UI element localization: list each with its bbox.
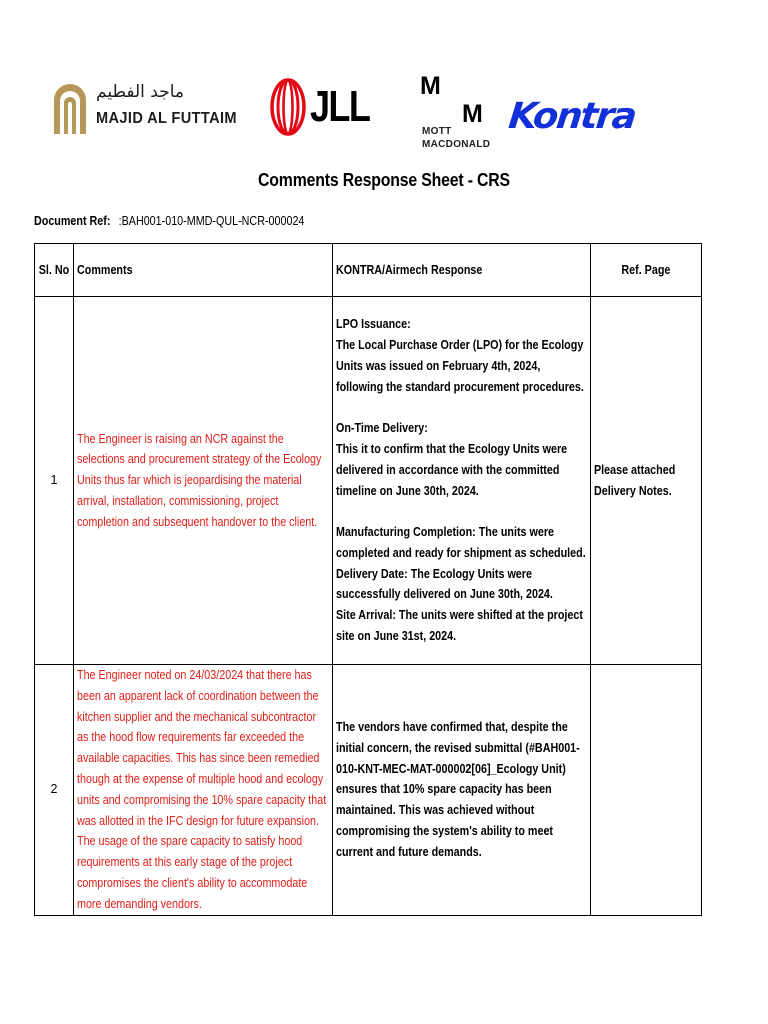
site-arrival: Site Arrival: The units were shifted at the project site on June 31st, 2024. — [336, 608, 583, 644]
mott-line: MOTT — [422, 126, 452, 137]
kontra-wordmark: Kontra — [506, 96, 637, 137]
row-ref-page — [591, 665, 702, 916]
kontra-logo — [506, 94, 637, 140]
manufacturing-completion: Manufacturing Completion: The units were completed and ready for shipment as scheduled. — [336, 525, 586, 560]
mott-m-bottom: M — [462, 100, 483, 128]
row-response — [333, 297, 591, 665]
document-ref — [34, 214, 304, 228]
mott-m-top: M — [420, 72, 441, 100]
jll-wordmark: JLL — [310, 82, 370, 131]
header-comments: Comments — [74, 244, 333, 297]
maf-english-text: MAJID AL FUTTAIM — [96, 110, 237, 127]
jll-globe-icon — [270, 78, 306, 136]
page-title: Comments Response Sheet - CRS — [258, 170, 510, 190]
logo-band — [48, 58, 720, 156]
header-response: KONTRA/Airmech Response — [333, 244, 591, 297]
lpo-title: LPO Issuance: — [336, 317, 411, 332]
row-comment: The Engineer noted on 24/03/2024 that there has been an apparent lack of coordination between the kitchen supplier and the mechanical subcontractor as the hood flow requirements far exceeded the available capacities. This has since been remedied though at the expense of multiple hood and ecology units and compromising the 10% spare capacity that was allotted in the IFC design for future expansion. The usage of the spare capacity to satisfy hood requirements at this early stage of the project compromises the client's ability to accommodate more demanding vendors. — [74, 665, 333, 916]
lpo-text: The Local Purchase Order (LPO) for the Ecology Units was issued on February 4th, 2024, following the standard procurement procedures. — [336, 337, 584, 394]
table-header-row — [35, 244, 702, 297]
row-sl-no: 2 — [35, 665, 74, 916]
delivery-date: Delivery Date: The Ecology Units were successfully delivered on June 30th, 2024. — [336, 566, 553, 602]
majid-al-futtaim-logo — [52, 80, 238, 136]
comments-response-table — [34, 243, 702, 916]
maf-arch-icon — [52, 80, 88, 134]
table-row — [35, 665, 702, 916]
row-response: The vendors have confirmed that, despite the initial concern, the revised submittal (#BAH001-010-KNT-MEC-MAT-000002[06]_Ecology Unit) ensures that 10% spare capacity has been maintained. This was achieved without compromising the system's ability to meet current and future demands. — [333, 665, 591, 916]
header-sl-no: Sl. No — [35, 244, 74, 297]
table-row — [35, 297, 702, 665]
header-ref-page: Ref. Page — [591, 244, 702, 297]
mott-macdonald-text — [422, 125, 490, 151]
row-sl-no: 1 — [35, 297, 74, 665]
document-ref-value: :BAH001-010-MMD-QUL-NCR-000024 — [118, 214, 305, 228]
jll-logo — [270, 78, 382, 136]
row-ref-page: Please attached Delivery Notes. — [591, 297, 702, 665]
maf-arabic-text: ماجد الفطيم — [96, 82, 185, 102]
delivery-title: On-Time Delivery: — [336, 421, 428, 436]
row-comment: The Engineer is raising an NCR against the selections and procurement strategy of the Ecology Units thus far which is jeopardising the material arrival, installation, commissioning, project completion and subsequent handover to the client. — [74, 297, 333, 665]
macdonald-line: MACDONALD — [422, 139, 491, 150]
mott-macdonald-logo — [420, 72, 500, 154]
delivery-text: This it to confirm that the Ecology Units were delivered in accordance with the committed timeline on June 30th, 2024. — [336, 441, 568, 498]
document-ref-label: Document Ref: — [34, 214, 111, 228]
